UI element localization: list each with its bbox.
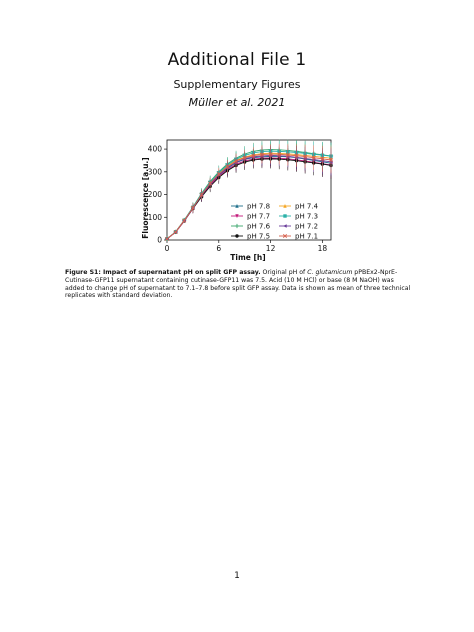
y-tick-label-400: 400 [147,144,162,154]
x-axis-label: Time [h] [230,253,266,262]
legend-label-5: pH 7.3 [295,212,319,221]
document-authors: Müller et al. 2021 [188,96,286,109]
y-tick-label-100: 100 [147,212,162,222]
document-subtitle: Supplementary Figures [173,78,301,91]
caption-text-2: pPBEx2-NprE-Cutinase-GFP11 supernatant containing cutinase-GFP11 was 7.5. Acid (10 M HCl) or base (8 M NaOH) was added to change pH of supernatant to 7.1–7.8 before split GFP assay. Data is shown as mean of three technical replicates with standard deviation. [65,269,411,300]
legend-label-0: pH 7.8 [247,202,271,211]
y-tick-label-0: 0 [157,235,162,245]
legend-label-3: pH 7.5 [247,232,271,241]
legend-label-4: pH 7.4 [295,202,319,211]
legend-marker-2 [235,224,239,228]
fluorescence-line-chart [136,136,346,266]
caption-species: C. glutamicum [307,269,353,276]
x-tick-label-0: 0 [164,244,170,253]
y-tick-label-200: 200 [147,190,162,200]
legend-label-6: pH 7.2 [295,222,319,231]
x-tick-label-18: 18 [317,244,328,253]
y-tick-label-300: 300 [147,167,162,177]
figure-caption [65,269,413,300]
caption-text-1: Original pH of [260,269,308,276]
x-tick-label-12: 12 [265,244,276,253]
y-axis-label: Fluorescence [a.u.] [141,157,150,239]
document-title: Additional File 1 [167,50,307,70]
x-tick-label-6: 6 [216,244,222,253]
legend-label-1: pH 7.7 [247,212,271,221]
caption-lead: Figure S1: Impact of supernatant pH on split GFP assay. [65,269,261,276]
page-number: 1 [234,571,240,581]
legend-marker-6 [283,224,287,227]
legend-label-7: pH 7.1 [295,232,319,241]
legend-label-2: pH 7.6 [247,222,271,231]
legend-marker-5 [283,214,286,217]
legend-marker-3 [235,234,238,237]
